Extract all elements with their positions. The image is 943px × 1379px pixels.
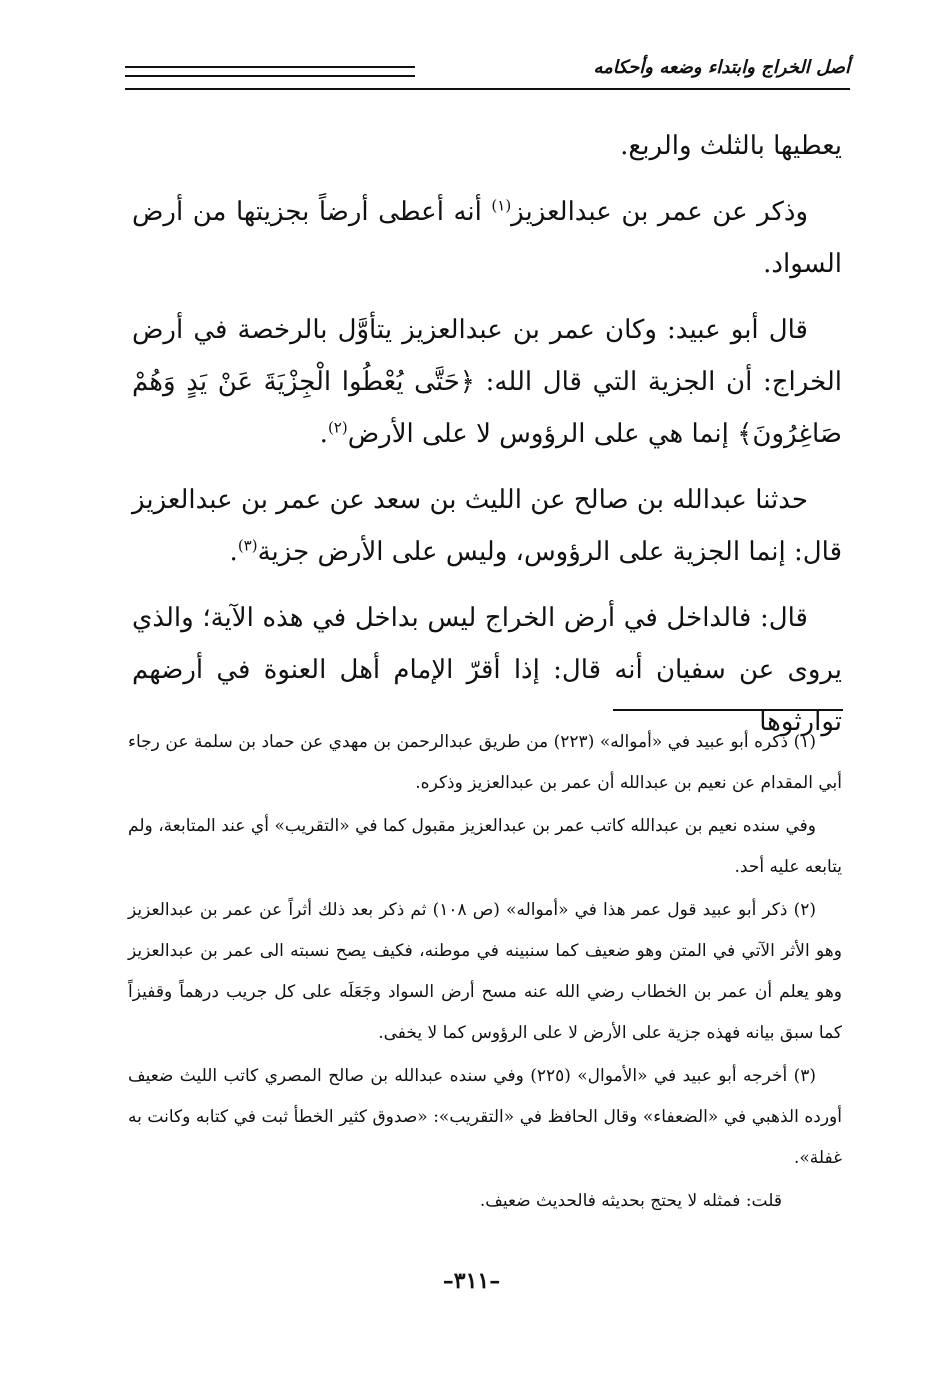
running-header [125, 56, 850, 96]
page-number: –٣١١– [442, 1268, 501, 1294]
paragraph-text: أنه أعطى أرضاً بجزيتها من أرض السواد. [132, 197, 842, 279]
footnotes [128, 722, 842, 1224]
footnote-separator [613, 709, 843, 711]
footnote-marker: (٣) [237, 536, 258, 555]
header-title: أصل الخراج وابتداء وضعه وأحكامه [593, 57, 850, 78]
paragraph-text: قال: فالداخل في أرض الخراج ليس بداخل في هذه الآية؛ والذي يروى عن سفيان أنه قال: إذا أقرّ الإمام أهل العنوة في أرضهم توارثوها [132, 603, 842, 737]
paragraph-text: يعطيها بالثلث والربع. [620, 131, 842, 161]
paragraph-text: . [319, 419, 328, 449]
paragraph-4 [132, 474, 842, 578]
footnote-marker: (٢) [327, 418, 348, 437]
paragraph-2 [132, 186, 842, 290]
footnote-1: (١) ذكره أبو عبيد في «أمواله» (٢٢٣) من طريق عبدالرحمن بن مهدي عن حماد بن سلمة عن رجاء أبي المقدام عن نعيم بن عبدالله أن عمر بن عبدالعزيز وذكره. [128, 732, 842, 793]
paragraph-text: قال أبو عبيد: وكان عمر بن عبدالعزيز يتأوَّل بالرخصة في أرض الخراج: أن الجزية التي قال الله: ﴿حَتَّى يُعْطُوا الْجِزْيَةَ عَنْ يَدٍ وَهُمْ صَاغِرُونَ﴾ إنما هي على الرؤوس لا على الأرض [132, 315, 842, 449]
footnote-3: (٣) أخرجه أبو عبيد في «الأموال» (٢٢٥) وفي سنده عبدالله بن صالح المصري كاتب الليث ضعيف أورده الذهبي في «الضعفاء» وقال الحافظ في «التقريب»: «صدوق كثير الخطأ ثبت في كتابه وكانت به غفلة». [128, 1066, 842, 1168]
paragraph-text: حدثنا عبدالله بن صالح عن الليث بن سعد عن عمر بن عبدالعزيز قال: إنما الجزية على الرؤوس، وليس على الأرض جزية [132, 485, 842, 567]
main-text [132, 120, 842, 762]
footnote-1-continuation: وفي سنده نعيم بن عبدالله كاتب عمر بن عبدالعزيز مقبول كما في «التقريب» أي عند المتابعة، ولم يتابعه عليه أحد. [128, 816, 842, 877]
header-underline [125, 88, 850, 90]
footnote-closing-remark: قلت: فمثله لا يحتج بحديثه فالحديث ضعيف. [479, 1191, 782, 1211]
paragraph-1 [132, 120, 842, 172]
paragraph-3 [132, 304, 842, 460]
header-decorative-rule [125, 66, 415, 77]
paragraph-text: وذكر عن عمر بن عبدالعزيز [511, 197, 808, 227]
footnote-2: (٢) ذكر أبو عبيد قول عمر هذا في «أمواله» (ص ١٠٨) ثم ذكر بعد ذلك أثراً عن عمر بن عبدالعزيز وهو الأثر الآتي في المتن وهو ضعيف كما سنبينه في موطنه، فكيف يصح نسبته الى عمر بن عبدالعزيز وهو يعلم أن عمر بن الخطاب رضي الله عنه مسح أرض السواد وجَعَلَه على كل جريب درهماً وقفيزاً كما سبق بيانه فهذه جزية على الأرض لا على الرؤوس كما لا يخفى. [128, 900, 842, 1043]
paragraph-text: . [229, 537, 238, 567]
footnote-marker: (١) [491, 196, 512, 215]
